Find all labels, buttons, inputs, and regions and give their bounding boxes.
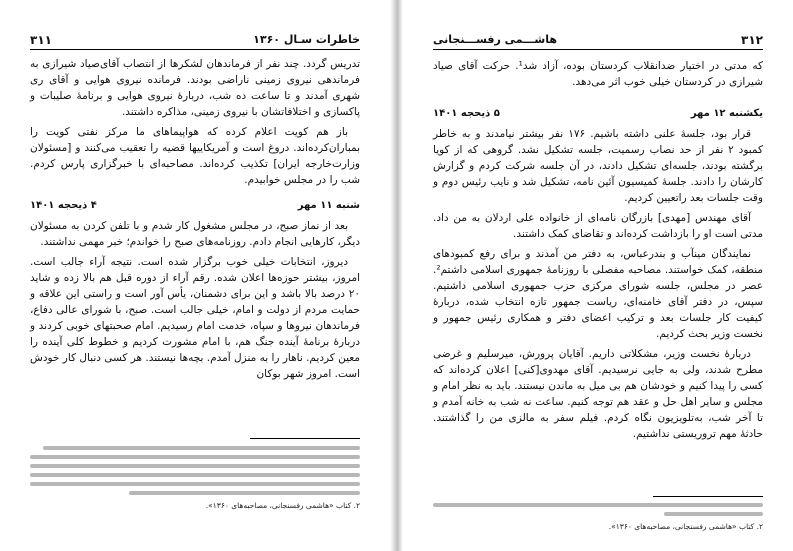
day-title: شنبه ۱۱ مهر [297,200,360,211]
left-page [0,0,390,551]
paragraph: نمایندگان مینآب و بندرعباس، به دفتر من آمدند و برای رفع کمبودهای منطقه، کمک خواستند. مصاحبه مفصلی با روزنامهٔ جمهوری اسلامی داشتم². عصر در مجلس، جلسه شورای مرکزی حزب جمهوری اسلامی داشتیم. سپس، در دفتر آقای خامنه‌ای، ریاست جمهور تازه انتخاب شده، دربارهٔ کیفیت کار جلسات بعد و ترکیب اعضای دفتر و همکاری رئیس جمهور و نخست وزیر بحث کردیم. [433,248,763,340]
paragraph: آقای مهندس [مهدی] بازرگان نامه‌ای از خانواده علی اردلان به من داد. مدتی است او را بازداشت کرده‌اند و تقاضای کمک داشتند. [433,212,763,240]
left-running-title: خاطرات سـال ۱۳۶۰ [253,33,360,46]
paragraph: دربارهٔ نخست وزیر، مشکلاتی داریم. آقایان پرورش، میرسلیم و غرضی مطرح شدند، ولی به جایی نرسیدیم. آقای مهدوی[کنی] اعلان کرده‌اند که کسی را پیدا کنیم و خودشان هم بی میل به ماندن نیستند. باید به نظر امام و مجلس و سایر اهل حل و عقد هم توجه کنیم. ساعت نه شب به خانه آمدم و تا آخر شب، به‌تلویزیون نگاه کردم. فیلم سفر به مالزی من را گذاشتند. حادثهٔ مهم تروریستی نداشتیم. [433,348,763,440]
hijri-date: ۵ ذیحجه ۱۴۰۱ [433,108,500,119]
footnotes [433,503,763,532]
footnotes [30,446,360,511]
paragraph: باز هم کویت اعلام کرده که هواپیماهای ما مرکز نفتی کویت را بمباران‌کرده‌اند. دروغ است و آمریکاییها قضیه را تعقیب می‌کنند و [مسئولان وزارت‌خارجه ایران] تکذیب کرده‌اند. مصاحبه‌ای با خبرگزاری پارس کردم. شب را در مجلس خوابیدم. [30,126,360,186]
left-page-header [30,33,360,50]
footnote-rule [250,438,360,439]
right-page [403,0,793,551]
paragraph: دیروز، انتخابات خیلی خوب برگزار شده است. نتیجه آراء جالب است. امروز، بیشتر حوزه‌ها اعلان شده. رقم آراء از دوره قبل هم بالا زده و شاید ۲۰ درصد بالا باشد و این برای دشمنان، یأس آور است و راستی این علاقه و حمایت مردم از دولت و امام، خیلی جالب است. صبح، با شورای عالی دفاع، فرماندهان نیروها و سپاه، خدمت امام رسیدیم. امام صحبتهای خوبی کردند و دربارهٔ برنامهٔ آینده جنگ هم، با امام مشورت کردیم و خطوط کلی آینده را معین کردیم. ناهار را به منزل آمدم. بچه‌ها نیستند. هر کسی دنبال کار خودش است. امروز شهر بوکان [30,256,360,380]
paragraph: بعد از نماز صبح، در مجلس مشغول کار شدم و با تلفن کردن به مسئولان دیگر، کارهایی انجام دادم. روزنامه‌های صبح را خواندم؛ خبر مهمی نداشتند. [30,220,360,248]
paragraph: تدریس گردد. چند نفر از فرماندهان لشکرها از انتصاب آقای‌صیاد شیرازی به فرماندهی نیروی زمینی ناراضی بودند. فرمانده نیروی هوایی و آقای ری شهری آمدند و تا ساعت ده شب، دربارهٔ نیروی هوایی و برنامهٔ صلیبات و پاکسازی و اختلافاتشان با نیروی زمینی، مذاکره داشتند. [30,58,360,118]
right-page-number: ۳۱۲ [741,33,763,47]
footnote-2: ۲. کتاب «هاشمی رفسنجانی، مصاحبه‌های ۱۳۶۰». [205,501,360,510]
right-page-header [433,33,763,50]
day-heading [433,106,763,122]
right-page-body [433,58,763,446]
book-gutter [390,0,403,551]
left-page-number: ۳۱۱ [30,33,52,47]
footnote-illegible-lines [433,503,763,516]
hijri-date: ۴ ذیحجه ۱۴۰۱ [30,200,97,211]
footnote-rule [653,496,763,497]
day-heading [30,198,360,214]
footnote-illegible-lines [30,446,360,495]
paragraph: که مدتی در اختیار ضدانقلاب کردستان بوده، آزاد شد¹. حرکت آقای صیاد شیرازی در کردستان خیلی خوب اثر می‌دهد. [433,60,763,88]
day-title: یکشنبه ۱۲ مهر [690,108,763,119]
paragraph: قرار بود، جلسهٔ علنی داشته باشیم. ۱۷۶ نفر بیشتر نیامدند و به خاطر کمبود ۲ نفر از حد نصاب رسمیت، جلسه تشکیل نشد. گروهی که از کویا برگشته بودند، جلسه‌ای تشکیل دادند، در آن جلسه شرکت کردم و گزارش کارشان را دادند. جلسهٔ کمیسیون آئین نامه، تشکیل شد و نایب رئیس دوم و وقت جلسات بعد راتعیین کردیم. [433,128,763,204]
footnote-2: ۲. کتاب «هاشمی رفسنجانی، مصاحبه‌های ۱۳۶۰». [608,522,763,531]
left-page-body [30,56,360,386]
right-running-title: هاشـــمی رفســـنجانی [433,33,558,46]
